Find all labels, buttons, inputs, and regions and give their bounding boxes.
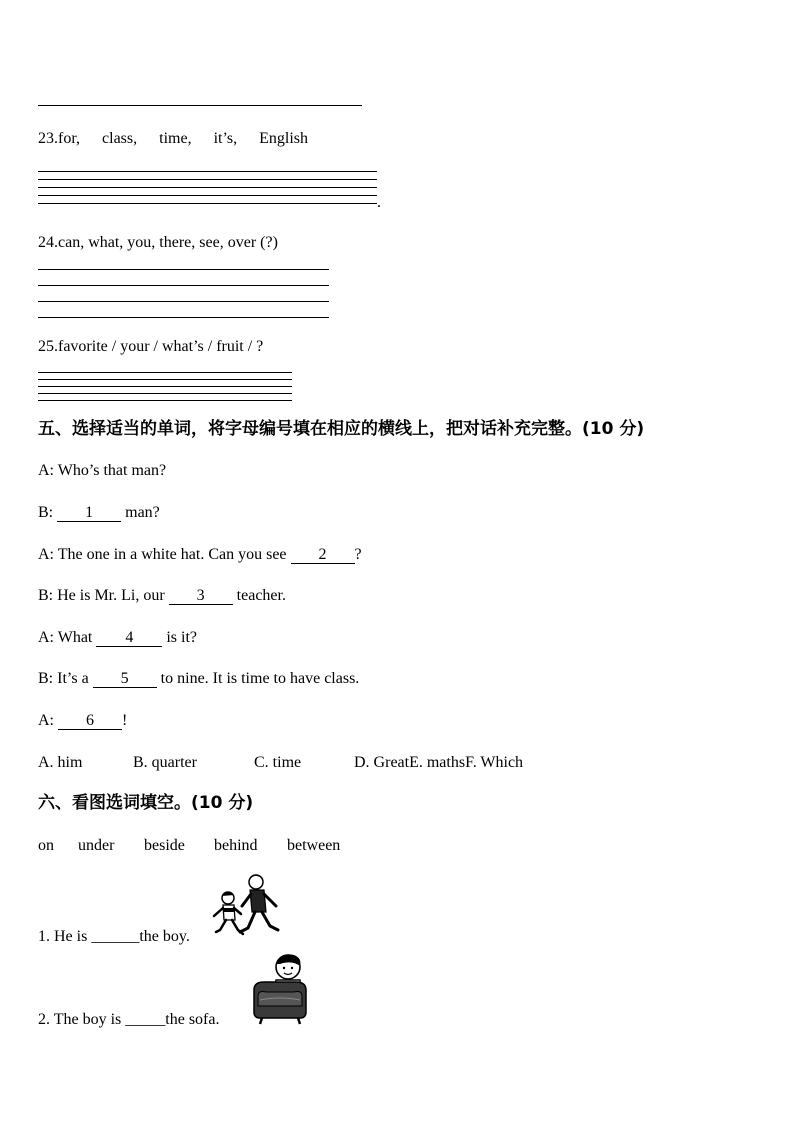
- word-bank-item: under: [78, 837, 115, 854]
- dialogue-text: man?: [121, 504, 160, 521]
- question-text: 1. He is: [38, 928, 92, 945]
- word: class,: [102, 130, 138, 147]
- dialogue-line-2: [38, 503, 160, 523]
- word-bank-item: between: [287, 837, 341, 854]
- dialogue-line-1: [38, 461, 166, 481]
- end-mark: .: [377, 194, 381, 211]
- dialogue-text: ?: [354, 546, 362, 563]
- answer-line-q25-3: [38, 386, 292, 387]
- question-text: the sofa.: [165, 1011, 220, 1028]
- question-text: the boy.: [139, 928, 190, 945]
- question-number: 24.: [38, 234, 58, 251]
- answer-line-q25-4: [38, 393, 292, 394]
- dialogue-text: to nine. It is time to have class.: [156, 670, 360, 687]
- question-number: 25.: [38, 338, 58, 355]
- word: it’s,: [213, 130, 238, 147]
- dialogue-text: B:: [38, 504, 58, 521]
- option-c: C. time: [254, 754, 302, 771]
- dialogue-line-3: [38, 545, 362, 565]
- option-list: [38, 753, 523, 773]
- word-bank-item: beside: [144, 837, 185, 854]
- word: English: [259, 130, 309, 147]
- answer-line-q23-5: [38, 203, 377, 204]
- word: time,: [159, 130, 192, 147]
- answer-line-q23-2: [38, 179, 377, 180]
- boy-behind-sofa-picture: [250, 950, 308, 1026]
- word-bank: [38, 836, 340, 856]
- question-25: [38, 337, 263, 357]
- option-d-e-f: D. GreatE. mathsF. Which: [354, 754, 524, 771]
- dialogue-text: B: He is Mr. Li, our: [38, 587, 169, 604]
- answer-line-q25-2: [38, 379, 292, 380]
- answer-blank-3[interactable]: 3: [169, 588, 233, 605]
- dialogue-text: B: It’s a: [38, 670, 93, 687]
- two-boys-running-picture: [210, 872, 282, 942]
- answer-line-q25-1: [38, 372, 292, 373]
- dialogue-line-5: [38, 628, 197, 648]
- dialogue-line-4: [38, 586, 286, 606]
- picture-question-1: [38, 927, 190, 947]
- word: for,: [58, 130, 81, 147]
- word-bank-item: on: [38, 837, 54, 854]
- answer-line-q24-4: [38, 317, 329, 318]
- question-23: [38, 129, 308, 149]
- dialogue-line-7: [38, 711, 127, 731]
- answer-line-q25-5: [38, 400, 292, 401]
- question-24: [38, 233, 278, 253]
- answer-line-q23-1: [38, 171, 377, 172]
- option-b: B. quarter: [133, 754, 197, 771]
- answer-blank-5[interactable]: 5: [93, 671, 157, 688]
- word-bank-item: behind: [214, 837, 258, 854]
- dialogue-text: A: What: [38, 629, 97, 646]
- answer-blank-1[interactable]: 1: [57, 505, 121, 522]
- dialogue-text: A:: [38, 712, 58, 729]
- answer-line-q23-3: [38, 187, 377, 188]
- answer-blank-6[interactable]: 6: [58, 713, 122, 730]
- answer-blank-2[interactable]: 2: [291, 547, 355, 564]
- question-number: 23.: [38, 130, 58, 147]
- dialogue-line-6: [38, 669, 359, 689]
- picture-question-2: [38, 1010, 219, 1030]
- dialogue-text: !: [122, 712, 128, 729]
- dialogue-text: A: Who’s that man?: [38, 462, 167, 479]
- answer-line-q24-1: [38, 269, 329, 270]
- question-text: favorite / your / what’s / fruit / ?: [58, 338, 264, 355]
- section-5-title: 五、选择适当的单词，将字母编号填在相应的横线上，把对话补充完整。(10 分): [38, 419, 645, 439]
- answer-line-q24-2: [38, 285, 329, 286]
- answer-blank-4[interactable]: 4: [96, 630, 162, 647]
- answer-line-q22: [38, 105, 362, 106]
- answer-line-q23-4: [38, 195, 377, 196]
- answer-line-q24-3: [38, 301, 329, 302]
- dialogue-text: teacher.: [232, 587, 286, 604]
- dialogue-text: A: The one in a white hat. Can you see: [38, 546, 291, 563]
- dialogue-text: is it?: [162, 629, 198, 646]
- section-6-title: 六、看图选词填空。(10 分): [38, 793, 254, 813]
- question-text: can, what, you, there, see, over (?): [58, 234, 278, 251]
- answer-blank[interactable]: ______: [91, 928, 140, 945]
- option-a: A. him: [38, 754, 83, 771]
- answer-blank[interactable]: _____: [125, 1011, 166, 1028]
- question-text: 2. The boy is: [38, 1011, 126, 1028]
